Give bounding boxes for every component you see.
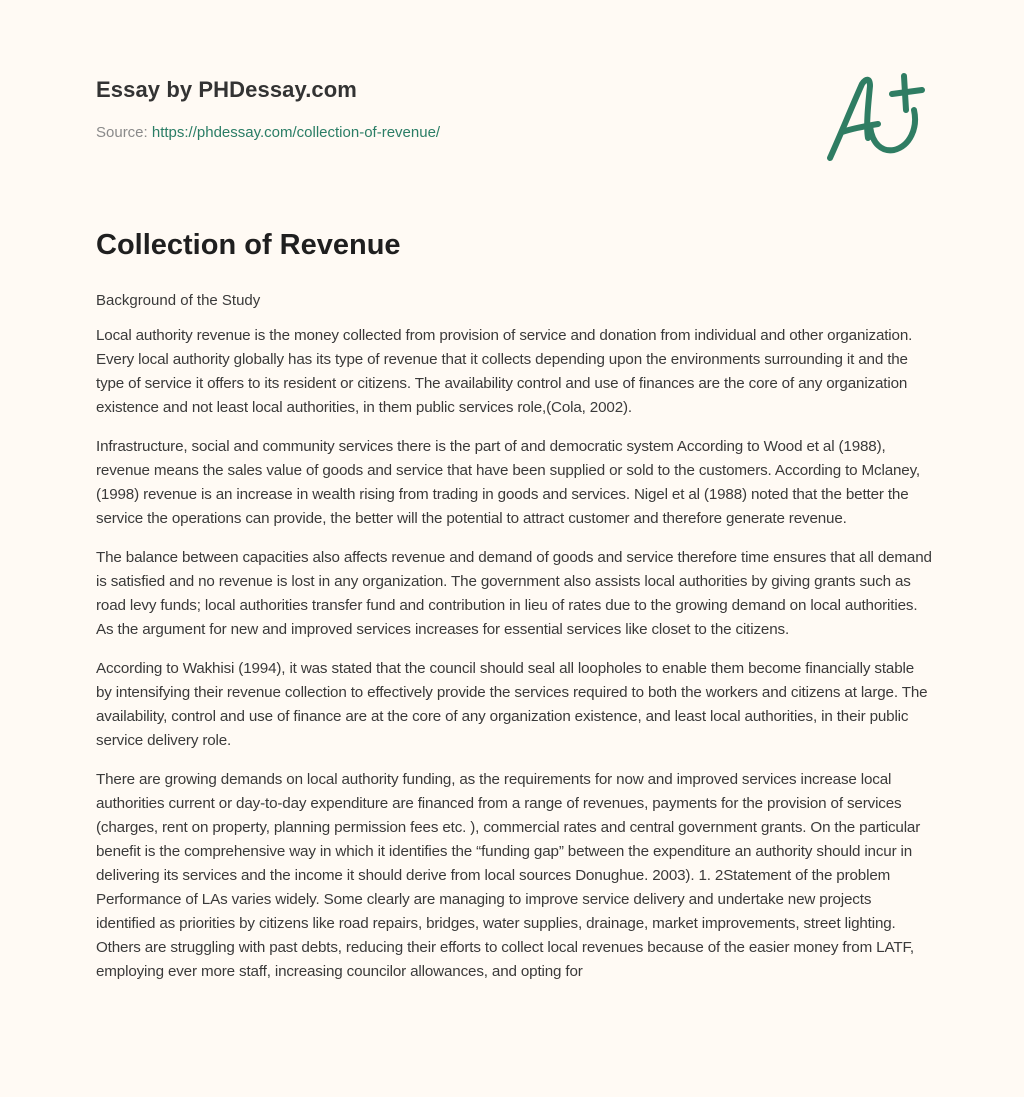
- source-line: [96, 123, 796, 143]
- paragraph-1: Local authority revenue is the money collected from provision of service and donation from individual and other organization. Every local authority globally has its type of revenue that it collects depending upon the environments surrounding it and the type of service it offers to its resident or citizens. The availability control and use of finances are the core of any organization existence and not least local authorities, in them public services role,(Cola, 2002).: [96, 327, 913, 416]
- article-subheading: Background of the Study: [96, 292, 261, 309]
- site-title: Essay by PHDessay.com: [96, 77, 357, 102]
- article: [96, 226, 932, 984]
- paragraph-4: According to Wakhisi (1994), it was stated that the council should seal all loopholes to enable them become financially stable by intensifying their revenue collection to effectively provide the services required to both the workers and citizens at large. The availability, control and use of finance are at the core of any organization existence, and least local authorities, in their public service delivery role.: [96, 660, 928, 749]
- article-title: Collection of Revenue: [96, 229, 401, 261]
- paragraph-5: There are growing demands on local authority funding, as the requirements for now and improved services increase local authorities current or day-to-day expenditure are financed from a range of revenues, payments for the provision of services (charges, rent on property, planning permission fees etc. ), commercial rates and central government grants. On the particular benefit is the comprehensive way in which it identifies the “funding gap” between the expenditure an authority should incur in delivering its services and the income it should derive from local sources Donughue. 2003). 1. 2Statement of the problem Performance of LAs varies widely. Some clearly are managing to improve service delivery and undertake new projects identified as priorities by citizens like road repairs, bridges, water supplies, drainage, market improvements, street lighting. Others are struggling with past debts, reducing their efforts to collect local revenues because of the easier money from LATF, employing ever more staff, increasing councilor allowances, and opting for: [96, 771, 921, 980]
- page-header: [96, 74, 796, 143]
- source-label: Source:: [96, 124, 148, 141]
- paragraph-2: Infrastructure, social and community services there is the part of and democratic system According to Wood et al (1988), revenue means the sales value of goods and service that have been supplied or sold to the customers. According to Mclaney, (1998) revenue is an increase in wealth rising from trading in goods and services. Nigel et al (1988) noted that the better the service the operations can provide, the better will the potential to attract customer and therefore generate revenue.: [96, 438, 920, 527]
- source-link[interactable]: https://phdessay.com/collection-of-revenue/: [151, 124, 441, 141]
- paragraph-3: The balance between capacities also affects revenue and demand of goods and service therefore time ensures that all demand is satisfied and no revenue is lost in any organization. The government also assists local authorities by giving grants such as road levy funds; local authorities transfer fund and contribution in lieu of rates due to the growing demand on local authorities. As the argument for new and improved services increases for essential services like closet to the citizens.: [96, 549, 932, 638]
- a-plus-grade-icon: [820, 66, 930, 166]
